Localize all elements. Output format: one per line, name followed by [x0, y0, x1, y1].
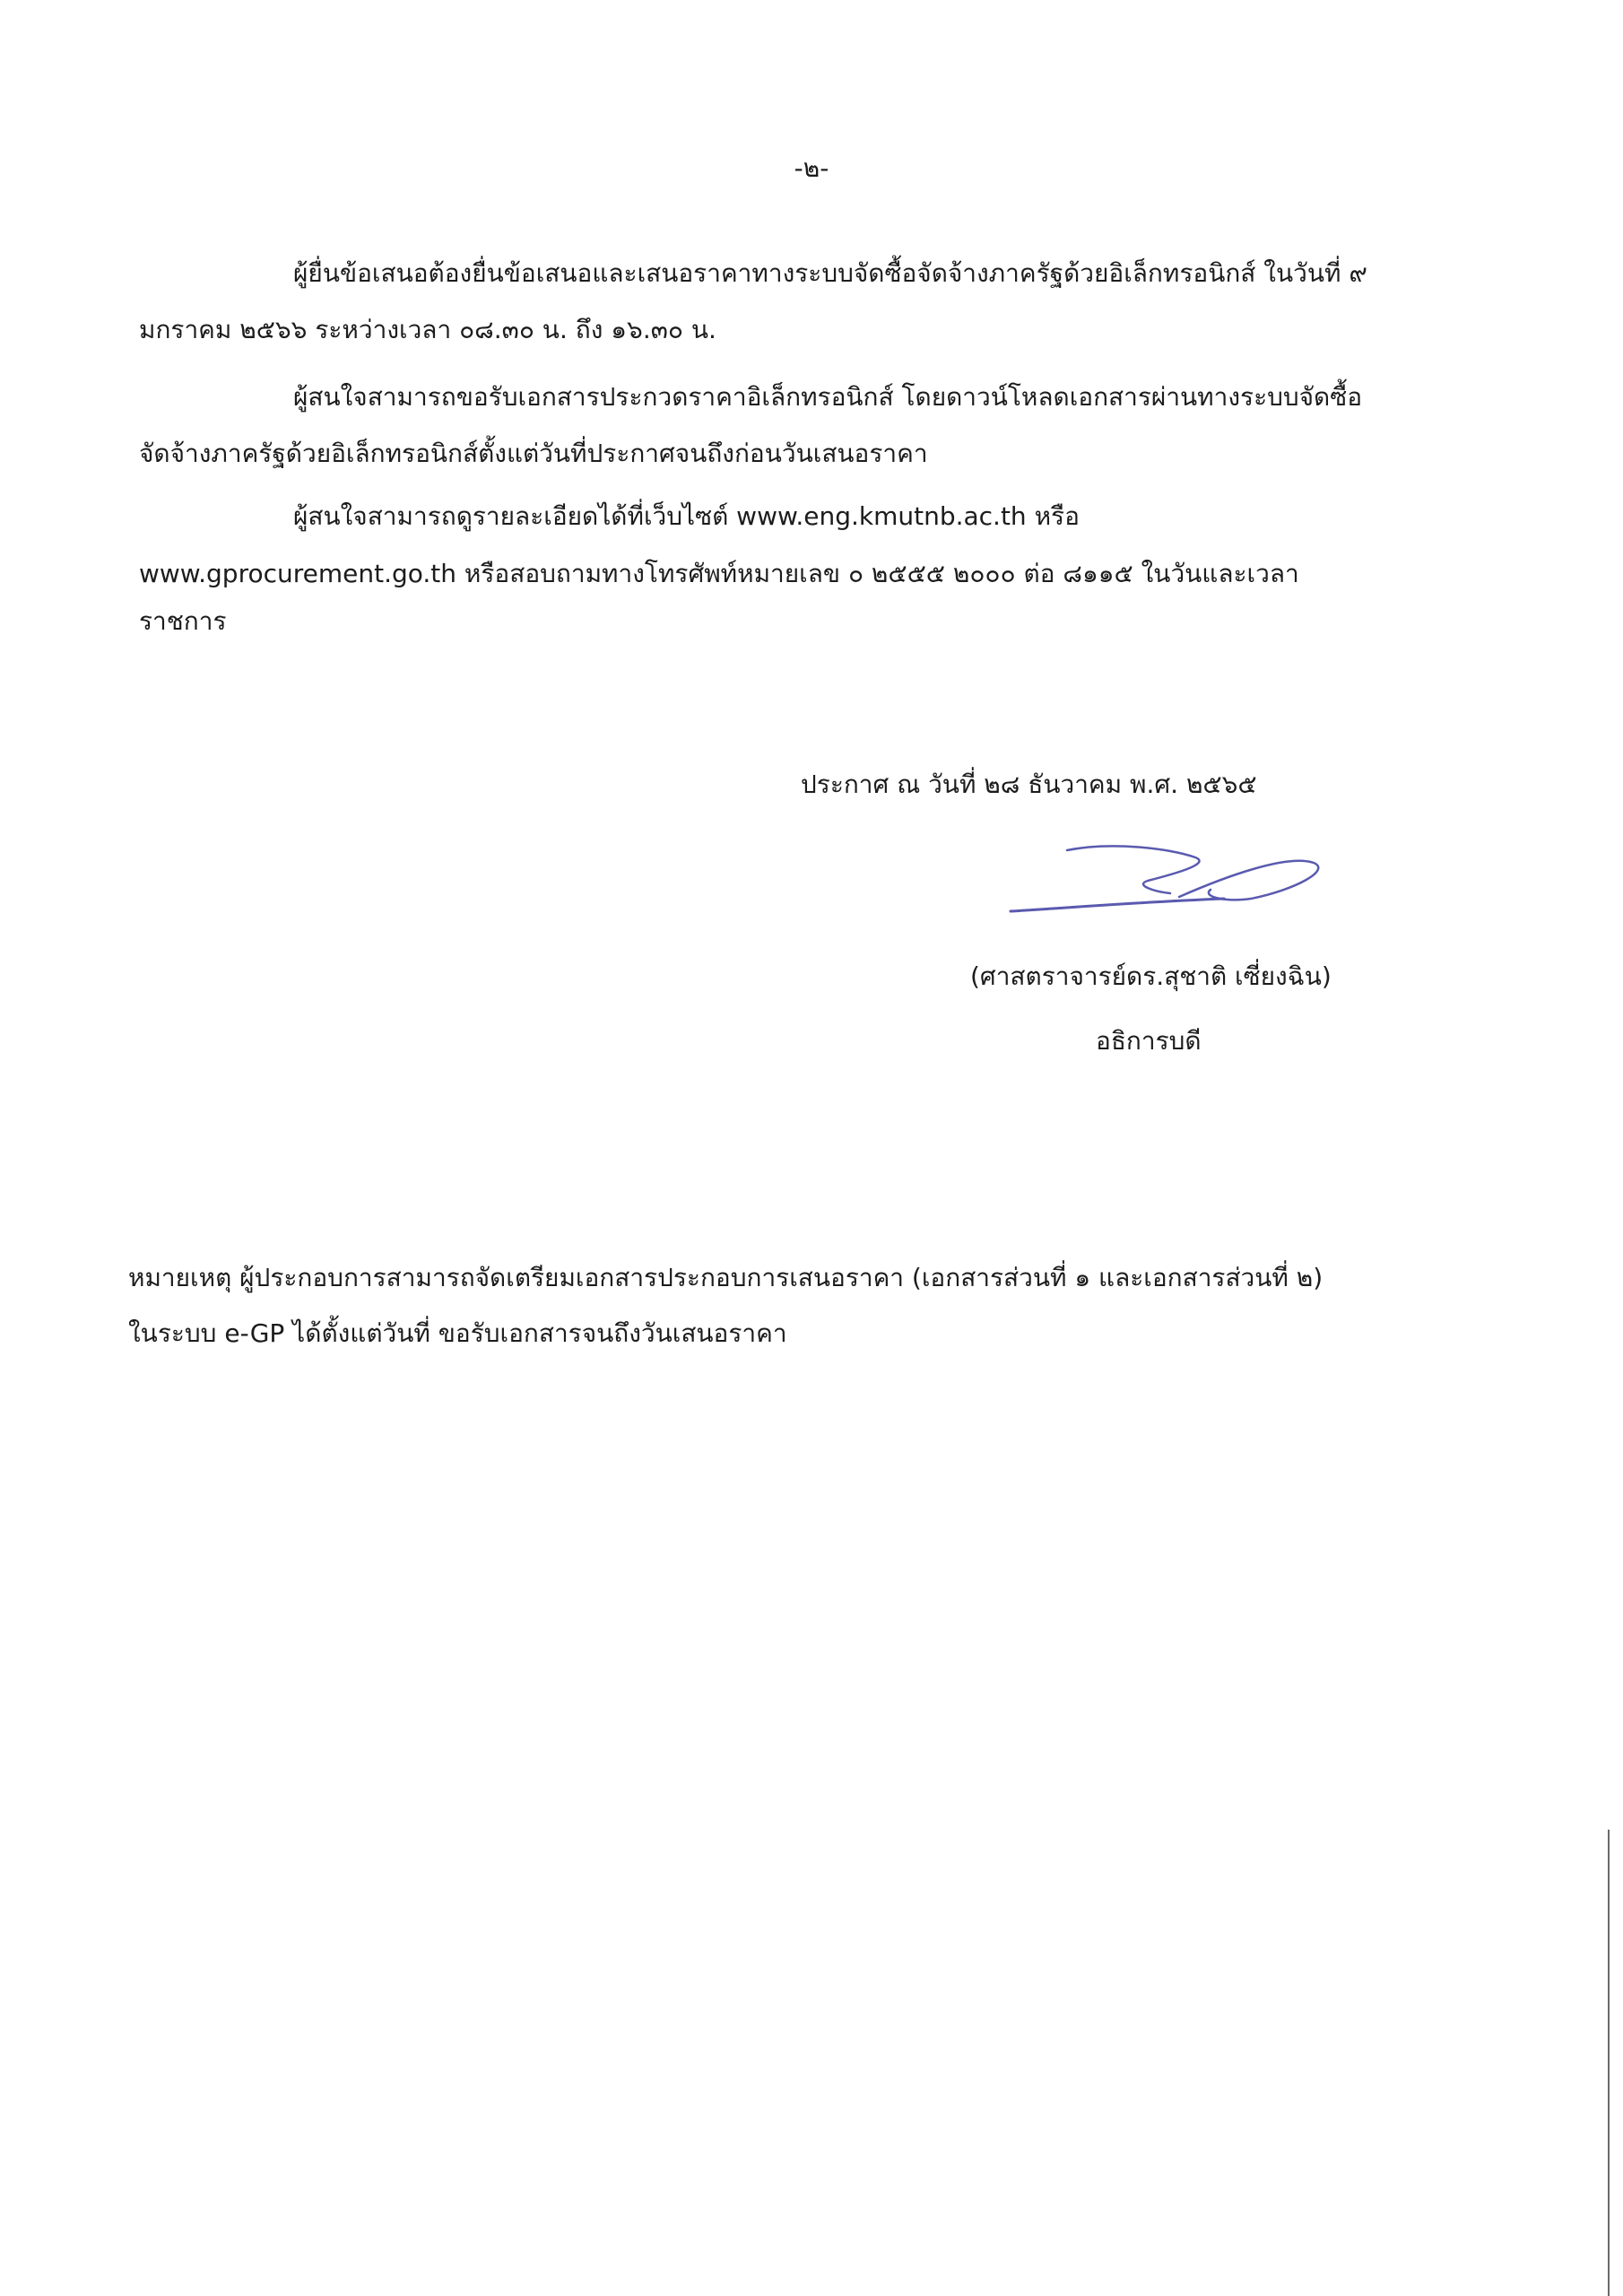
- signer-name: (ศาสตราจารย์ดร.สุชาติ เซี่ยงฉิน): [970, 961, 1332, 991]
- announcement-date: ประกาศ ณ วันที่ ๒๘ ธันวาคม พ.ศ. ๒๕๖๕: [801, 770, 1257, 799]
- signature-stroke: [1179, 861, 1318, 900]
- remark-line1: หมายเหตุ ผู้ประกอบการสามารถจัดเตรียมเอกสารประกอบการเสนอราคา (เอกสารส่วนที่ ๑ และเอกสารส่วนที่ ๒): [128, 1263, 1324, 1292]
- signature-stroke: [1067, 846, 1199, 893]
- paragraph3-line3: ราชการ: [139, 606, 227, 636]
- remark-line2: ในระบบ e-GP ได้ตั้งแต่วันที่ ขอรับเอกสารจนถึงวันเสนอราคา: [128, 1318, 787, 1348]
- paragraph3-line1: ผู้สนใจสามารถดูรายละเอียดได้ที่เว็บไซต์ www.eng.kmutnb.ac.th หรือ: [293, 501, 1080, 531]
- page-number: -๒-: [794, 153, 829, 183]
- signature-stroke: [1011, 899, 1224, 911]
- paragraph1-line1: ผู้ยื่นข้อเสนอต้องยื่นข้อเสนอและเสนอราคาทางระบบจัดซื้อจัดจ้างภาครัฐด้วยอิเล็กทรอนิกส์ ในวันที่ ๙: [293, 258, 1367, 288]
- paragraph2-line2: จัดจ้างภาครัฐด้วยอิเล็กทรอนิกส์ตั้งแต่วันที่ประกาศจนถึงก่อนวันเสนอราคา: [139, 439, 928, 468]
- paragraph3-line2: www.gprocurement.go.th หรือสอบถามทางโทรศัพท์หมายเลข ๐ ๒๕๕๕ ๒๐๐๐ ต่อ ๘๑๑๕ ในวันและเวลา: [139, 559, 1299, 588]
- paragraph1-line2: มกราคม ๒๕๖๖ ระหว่างเวลา ๐๘.๓๐ น. ถึง ๑๖.๓๐ น.: [139, 315, 716, 344]
- signer-title: อธิการบดี: [1096, 1026, 1202, 1056]
- scan-edge-line: [1608, 1830, 1610, 2296]
- handwritten-signature: [1000, 834, 1323, 924]
- paragraph2-line1: ผู้สนใจสามารถขอรับเอกสารประกวดราคาอิเล็กทรอนิกส์ โดยดาวน์โหลดเอกสารผ่านทางระบบจัดซื้อ: [293, 382, 1363, 412]
